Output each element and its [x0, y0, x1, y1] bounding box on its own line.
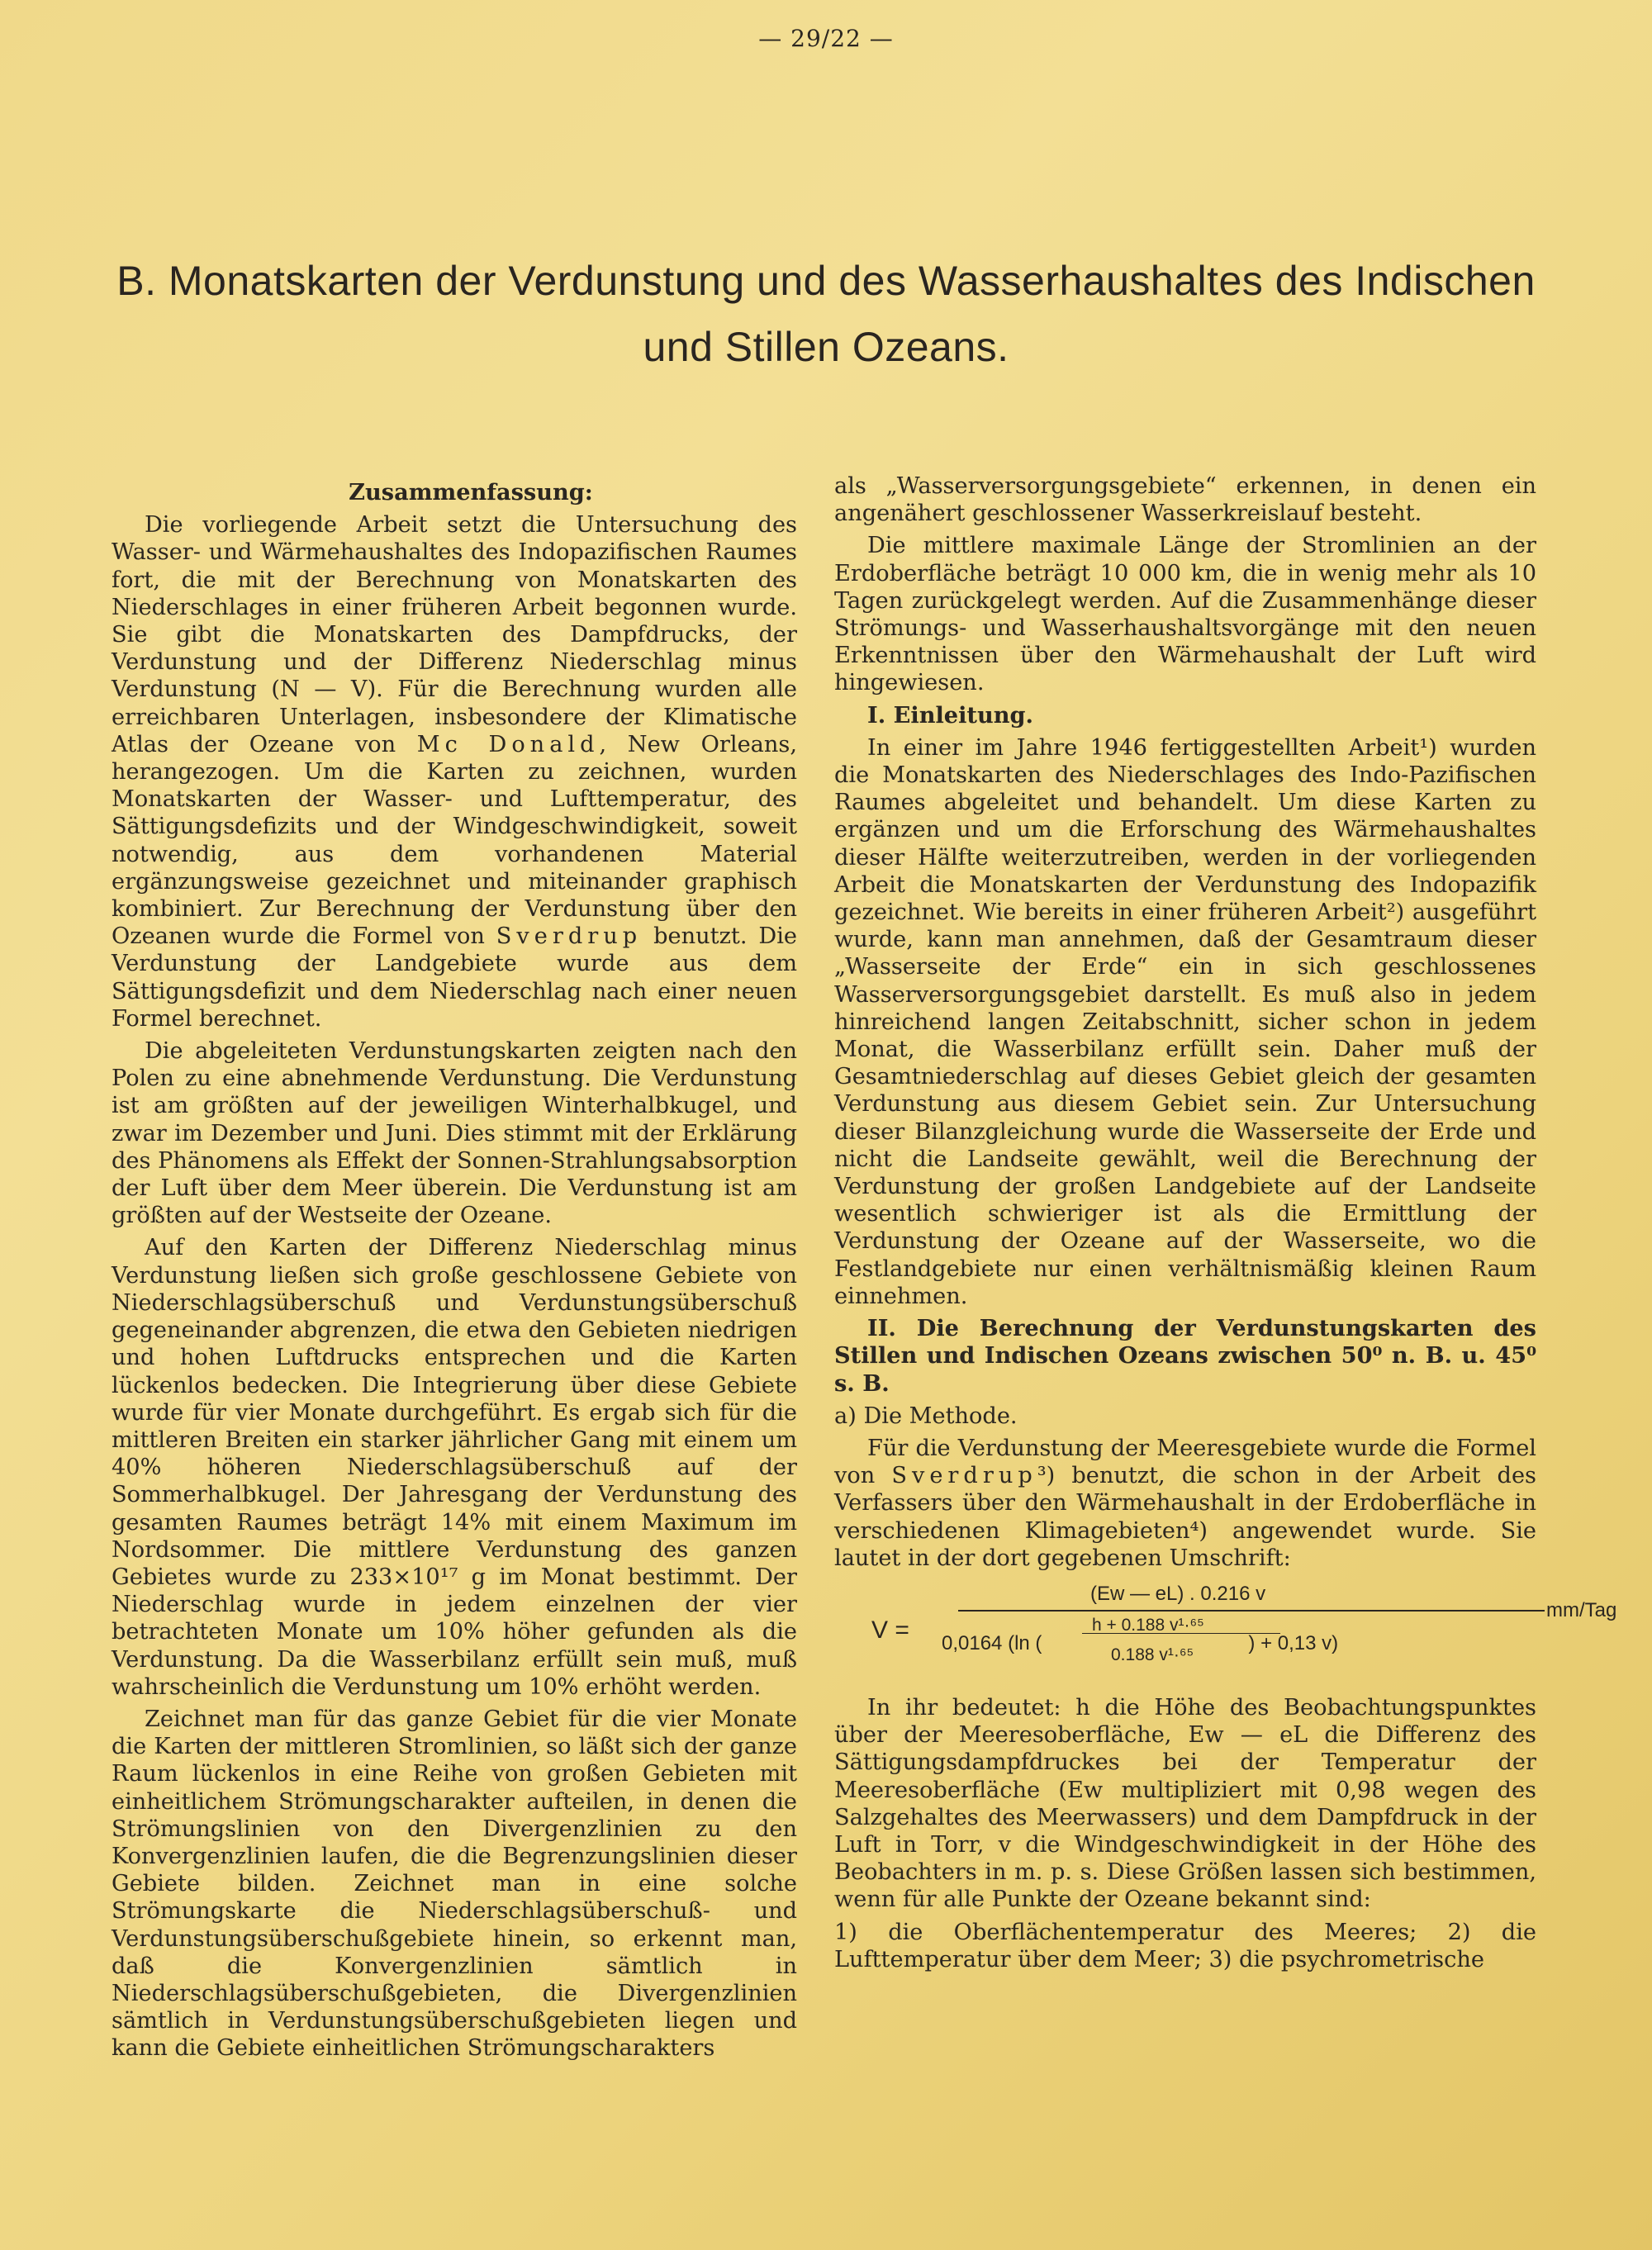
formula-inner-fraction-bar [1082, 1633, 1280, 1634]
formula-inner-numerator: h + 0.188 v¹·⁶⁵ [1092, 1615, 1204, 1635]
right-paragraph-2: Die mittlere maximale Länge der Stromlinien an der Erdoberfläche beträgt 10 000 km, die in wenig mehr als 10 Tagen zurückgelegt werden. Auf die Zusammenhänge dieser Strömungs- und Wasserhaushaltsvorgänge mit den neuen Erkenntnissen über den Wärmehaushalt der Luft wird hingewiesen. [834, 533, 1536, 696]
summary-heading: Zusammenfassung: [349, 479, 593, 506]
text-segment: benutzt. Die Verdunstung der Landgebiete wurde aus dem Sättigungsdefizit und dem Niederschlag nach einer neuen Formel berechnet. [112, 923, 798, 1032]
page-title [116, 248, 1536, 380]
text-segment: Für die Verdunstung der Meeresgebiete wurde die Formel von [834, 1435, 1536, 1489]
right-column [834, 472, 1617, 1978]
text-segment: Die vorliegende Arbeit setzt die Untersuchung des Wasser- und Wärmehaushaltes des Indopazifischen Raumes fort, die mit der Berechnung von Monatskarten des Niederschlages in einer früheren Arbeit begonnen wurde. Sie gibt die Monatskarten des Dampfdrucks, der Verdunstung und der Differenz Niederschlag minus Verdunstung (N — V). Für die Berechnung wurden alle erreichbaren Unterlagen, insbesondere der Klimatische Atlas der Ozeane von [112, 512, 797, 757]
denominator-post: ) + 0,13 v) [1248, 1631, 1339, 1654]
author-name-sverdrup: Sverdrup [496, 923, 643, 950]
author-name-sverdrup-2: Sverdrup [891, 1463, 1037, 1489]
denominator-pre: 0,0164 (ln ( [942, 1631, 1042, 1654]
summary-paragraph-4: Zeichnet man für das ganze Gebiet für die vier Monate die Karten der mittleren Stromlinien, so läßt sich der ganze Raum lückenlos in eine Reihe von großen Gebieten mit einheitlichem Strömungscharakter aufteilen, in denen die Strömungslinien von den Divergenzlinien zu den Konvergenzlinien laufen, die die Begrenzungslinien dieser Gebiete bilden. Zeichnet man in eine solche Strömungskarte die Niederschlagsüberschuß- und Verdunstungsüberschußgebiete hinein, so erkennt man, daß die Konvergenzlinien sämtlich in Niederschlagsüberschußgebieten, die Divergenzlinien sämtlich in Verdunstungsüberschußgebieten liegen und kann die Gebiete einheitlichen Strömungscharakters [112, 1706, 797, 2062]
formula-inner-denominator: 0.188 v¹·⁶⁵ [1111, 1645, 1194, 1664]
formula-unit: mm/Tag [1546, 1598, 1617, 1621]
text-segment: , New Orleans, herangezogen. Um die Karten zu zeichnen, wurden Monatskarten der Wasser- und Lufttemperatur, des Sättigungsdefizits und der Windgeschwindigkeit, soweit notwendig, aus dem vorhandenen Material ergänzungsweise gezeichnet und miteinander graphisch kombiniert. Zur Berechnung der Verdunstung über den Ozeanen wurde die Formel von [112, 731, 797, 950]
formula-fraction-bar [958, 1610, 1545, 1612]
section-heading-berechnung: II. Die Berechnung der Verdunstungskarten des Stillen und Indischen Ozeans zwischen 50⁰ n. B. u. 45⁰ s. B. [834, 1315, 1536, 1397]
title-line-2: und Stillen Ozeans. [643, 324, 1009, 370]
formula-numerator: (Ew — eL) . 0.216 v [1090, 1582, 1266, 1605]
summary-paragraph-1 [112, 511, 797, 1032]
title-line-1: B. Monatskarten der Verdunstung und des Wasserhaushaltes des Indischen [116, 258, 1536, 304]
section-heading-einleitung: I. Einleitung. [867, 701, 1033, 729]
methode-paragraph [834, 1435, 1536, 1572]
author-name-mcdonald: Mc Donald [416, 731, 600, 757]
text-segment: ³) benutzt, die schon in der Arbeit des Verfassers über den Wärmehaushalt in der Erdoberfläche in verschiedenen Klimagebieten⁴) angewendet wurde. Sie lautet in der dort gegebenen Umschrift: [834, 1463, 1536, 1571]
right-paragraph-1: als „Wasserversorgungsgebiete“ erkennen, in denen ein angenähert geschlossener Wasserkreislauf besteht. [834, 473, 1536, 527]
subheading-methode: a) Die Methode. [834, 1403, 1018, 1429]
summary-paragraph-3: Auf den Karten der Differenz Niederschlag minus Verdunstung ließen sich große geschlossene Gebiete von Niederschlagsüberschuß und Verdunstungsüberschuß gegeneinander abgrenzen, die etwa den Gebieten niedrigen und hohen Luftdrucks entsprechen und die Karten lückenlos bedecken. Die Integrierung über diese Gebiete wurde für vier Monate durchgeführt. Es ergab sich für die mittleren Breiten ein starker jährlicher Gang mit einem um 40% höheren Niederschlagsüberschuß auf der Sommerhalbkugel. Der Jahresgang der Verdunstung des gesamten Raumes beträgt 14% mit einem Maximum im Nordsommer. Die mittlere Verdunstung des ganzen Gebietes wurde zu 233×10¹⁷ g im Monat bestimmt. Der Niederschlag wurde in jedem einzelnen der vier betrachteten Monate um 10% höher gefunden als die Verdunstung. Da die Wasserbilanz erfüllt sein muß, muß wahrscheinlich die Verdunstung um 10% erhöht werden. [112, 1235, 797, 1700]
formula-lhs: V = [871, 1616, 909, 1644]
formula-explanation-paragraph: In ihr bedeutet: h die Höhe des Beobachtungspunktes über der Meeresoberfläche, Ew — eL die Differenz des Sättigungsdampfdruckes bei der Temperatur der Meeresoberfläche (Ew multipliziert mit 0,98 wegen des Salzgehaltes des Meerwassers) und dem Dampfdruck in der Luft in Torr, v die Windgeschwindigkeit in der Höhe des Beobachters in m. p. s. Diese Größen lassen sich bestimmen, wenn für alle Punkte der Ozeane bekannt sind: [834, 1694, 1536, 1913]
einleitung-paragraph: In einer im Jahre 1946 fertiggestellten Arbeit¹) wurden die Monatskarten des Niederschlages des Indo-Pazifischen Raumes abgeleitet und behandelt. Um diese Karten zu ergänzen und um die Erforschung des Wärmehaushaltes dieser Hälfte weiterzutreiben, werden in der vorliegenden Arbeit die Monatskarten der Verdunstung des Indopazifik gezeichnet. Wie bereits in einer früheren Arbeit²) ausgeführt wurde, kann man annehmen, daß der Gesamtraum dieser „Wasserseite der Erde“ ein in sich geschlossenes Wasserversorgungsgebiet darstellt. Es muß also in jedem hinreichend langen Zeitabschnitt, sicher schon in jedem Monat, die Wasserbilanz erfüllt sein. Daher muß der Gesamtniederschlag auf dieses Gebiet gleich der gesamten Verdunstung aus diesem Gebiet sein. Zur Untersuchung dieser Bilanzgleichung wurde die Wasserseite der Erde und nicht die Landseite gewählt, weil die Berechnung der Verdunstung der großen Landgebiete auf der Landseite wesentlich schwieriger ist als die Ermittlung der Verdunstung der Ozeane auf der Wasserseite, wo die Festlandgebiete nur einen verhältnismäßig kleinen Raum einnehmen. [834, 734, 1536, 1309]
page-number: — 29/22 — [758, 25, 894, 52]
left-column [112, 479, 797, 2067]
summary-paragraph-2: Die abgeleiteten Verdunstungskarten zeigten nach den Polen zu eine abnehmende Verdunstung. Die Verdunstung ist am größten auf der jeweiligen Winterhalbkugel, und zwar im Dezember und Juni. Dies stimmt mit der Erklärung des Phänomens als Effekt der Sonnen-Strahlungsabsorption der Luft über dem Meer überein. Die Verdunstung ist am größten auf der Westseite der Ozeane. [112, 1038, 797, 1229]
sverdrup-formula [834, 1580, 1617, 1679]
list-paragraph: 1) die Oberflächentemperatur des Meeres; 2) die Lufttemperatur über dem Meer; 3) die psychrometrische [834, 1919, 1536, 1972]
